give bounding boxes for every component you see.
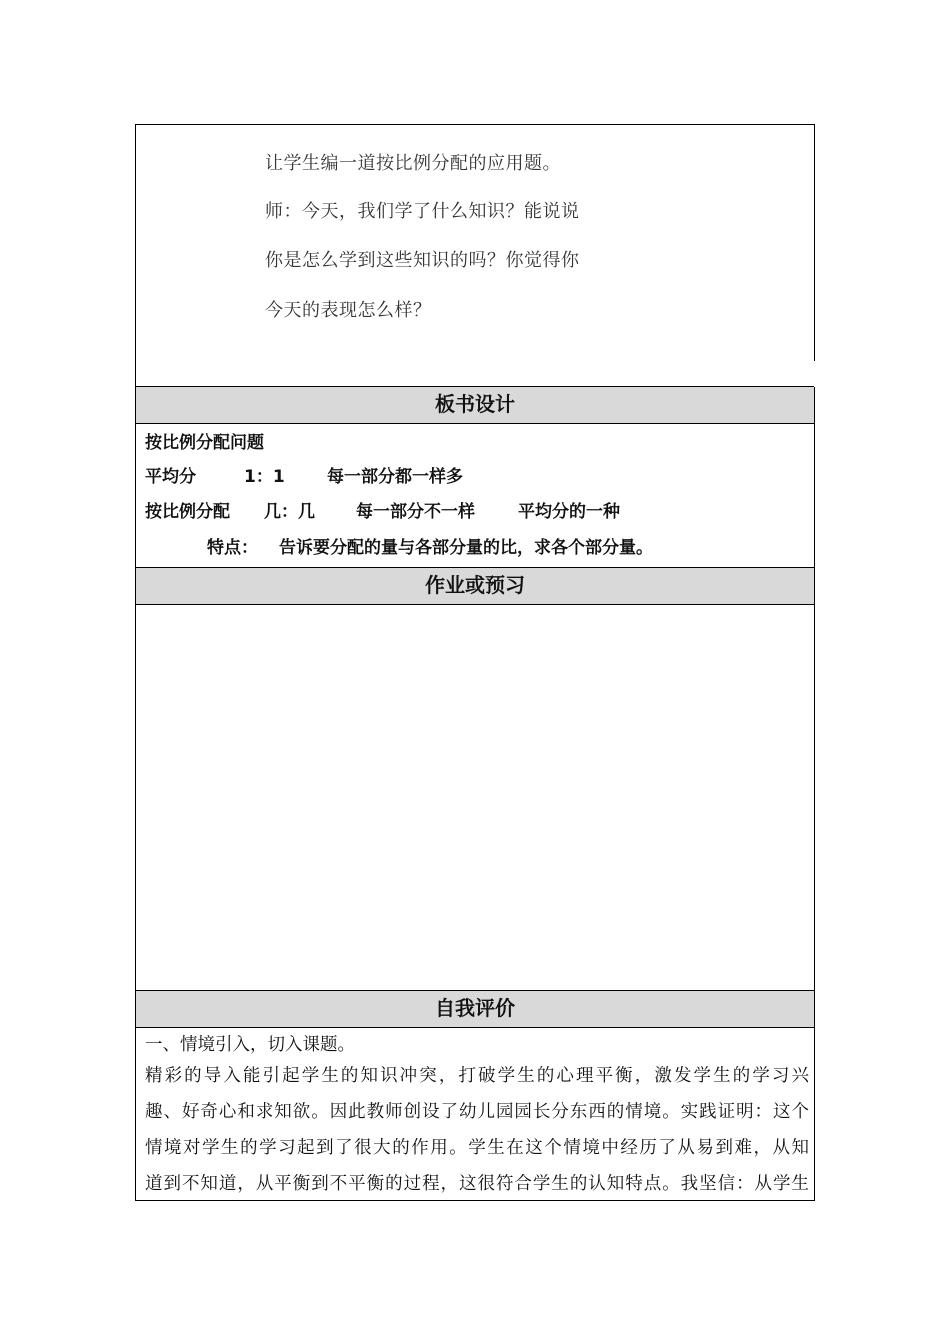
- board-design-header: 板书设计: [136, 386, 814, 424]
- homework-section: [136, 605, 814, 991]
- board-row2-note: 每一部分不一样: [356, 502, 475, 522]
- evaluation-line: 精彩的导入能引起学生的知识冲突，打破学生的心理平衡，激发学生的学习兴: [145, 1066, 809, 1086]
- board-row1-ratio: 1：1: [244, 467, 285, 487]
- board-design-section: [136, 424, 814, 568]
- self-evaluation-header: 自我评价: [136, 990, 814, 1028]
- summary-line: 让学生编一道按比例分配的应用题。: [265, 153, 561, 174]
- board-row2-ratio: 几：几: [264, 502, 315, 522]
- evaluation-heading: 一、情境引入，切入课题。: [145, 1035, 355, 1055]
- board-row2-label: 按比例分配: [145, 502, 230, 522]
- board-row2-extra: 平均分的一种: [518, 502, 620, 522]
- self-evaluation-section: [136, 1028, 814, 1202]
- evaluation-line: 趣、好奇心和求知欲。因此教师创设了幼儿园园长分东西的情境。实践证明：这个: [145, 1102, 809, 1122]
- board-row1-label: 平均分: [145, 467, 196, 487]
- board-row3-label: 特点：: [207, 538, 258, 558]
- summary-line: 今天的表现怎么样？: [265, 300, 432, 321]
- evaluation-line: 道到不知道，从平衡到不平衡的过程，这很符合学生的认知特点。我坚信：从学生: [145, 1174, 809, 1194]
- board-title: 按比例分配问题: [145, 433, 264, 453]
- summary-line: 师：今天，我们学了什么知识？能说说: [265, 201, 580, 222]
- board-row1-note: 每一部分都一样多: [327, 467, 463, 487]
- summary-line: 你是怎么学到这些知识的吗？你觉得你: [265, 250, 580, 271]
- summary-section: [136, 125, 814, 387]
- evaluation-line: 情境对学生的学习起到了很大的作用。学生在这个情境中经历了从易到难，从知: [145, 1138, 809, 1158]
- lesson-plan-table: [135, 124, 815, 1201]
- border-gap: [814, 361, 815, 387]
- board-row3-text: 告诉要分配的量与各部分量的比，求各个部分量。: [279, 538, 653, 558]
- homework-header: 作业或预习: [136, 567, 814, 605]
